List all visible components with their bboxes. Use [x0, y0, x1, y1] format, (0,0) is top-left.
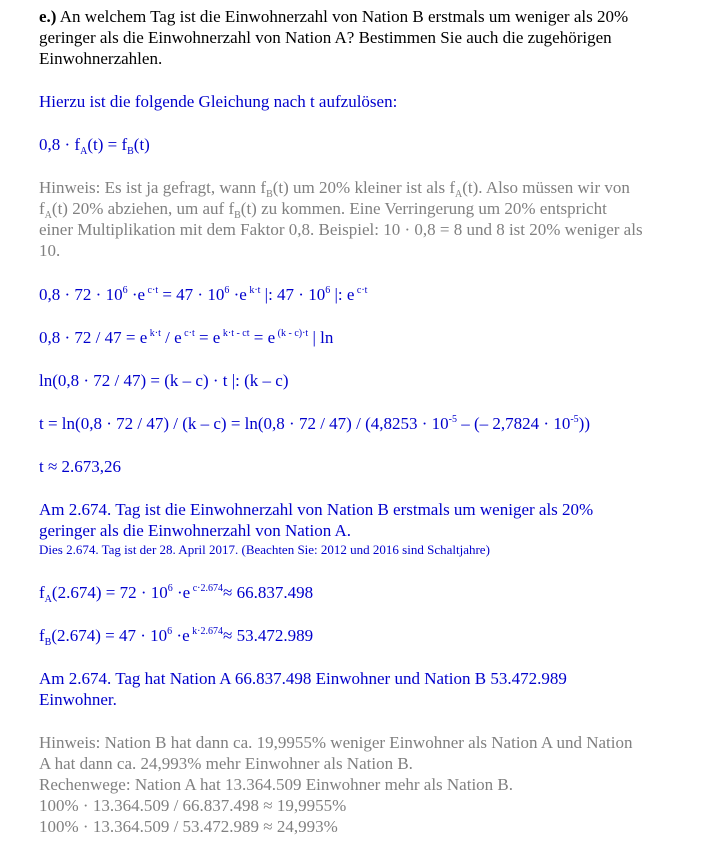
answer-2-line-2: Einwohner. — [39, 690, 117, 709]
hint-1-line-4: 10. — [39, 241, 61, 260]
answer-1-line-1: Am 2.674. Tag ist die Einwohnerzahl von Nation B erstmals um weniger als 20% — [39, 500, 594, 519]
hint-2-line-5: 100% · 13.364.509 / 53.472.989 ≈ 24,993% — [39, 817, 338, 836]
hint-2-line-1: Hinweis: Nation B hat dann ca. 19,9955% weniger Einwohner als Nation A und Nation — [39, 733, 633, 752]
question-line-1: e.) An welchem Tag ist die Einwohnerzahl von Nation B erstmals um weniger als 20% — [39, 7, 629, 26]
equation-1: $0,8 \cdot f_A(t) = f_B(t)$ — [39, 135, 150, 157]
question-line-2: geringer als die Einwohnerzahl von Nation A? Bestimmen Sie auch die zugehörigen — [39, 28, 612, 47]
intro-text: Hierzu ist die folgende Gleichung nach t aufzulösen: — [39, 92, 398, 111]
answer-1-note: Dies 2.674. Tag ist der 28. April 2017. (Beachten Sie: 2012 und 2016 sind Schaltjahre) — [39, 542, 490, 557]
step-2-equation: 0,8 · 72 / 47 = e $^{k\cdot t}$ / e $^{c\cdot t}$ = e $^{k\cdot t - ct}$ = e $^{(k - c)\cdot t}$ | ln — [39, 328, 334, 347]
step-1-equation: $0,8 \cdot 72 \cdot 10^6 \cdot e$ $^{c\cdot t} = 47 \cdot 10^6 \cdot e$ $^{k\cdot t}$ |: $47 \cdot 10^6$ |: e $^{c\cdot t}$ — [39, 285, 368, 304]
answer-2-line-1: Am 2.674. Tag hat Nation A 66.837.498 Einwohner und Nation B 53.472.989 — [39, 669, 567, 688]
hint-1-line-1: Hinweis: Es ist ja gefragt, wann $f_B(t)$ um 20% kleiner ist als $f_A(t)$. Also müssen wir von — [39, 178, 630, 200]
step-4-equation: $t = \ln(0,8 \cdot 72 / 47) / (k - c) = \ln(0,8 \cdot 72 / 47) / (4,8253 \cdot 10^{-5}$ – (– $2,7824 \cdot 10^{-5}$)) — [39, 414, 590, 433]
answer-1-line-2: geringer als die Einwohnerzahl von Nation A. — [39, 521, 352, 540]
hint-1-line-2: $f_A(t)$ 20% abziehen, um auf $f_B(t)$ zu kommen. Eine Verringerung um 20% entspricht — [39, 199, 607, 221]
fa-equation: $f_A(2.674) = 72 \cdot 10^6 \cdot e$ $^{c\cdot 2.674}$≈ 66.837.498 — [39, 583, 314, 605]
result-t: t ≈ 2.673,26 — [39, 457, 122, 476]
fb-equation: $f_B(2.674) = 47 \cdot 10^6 \cdot e$ $^{k\cdot 2.674}$≈ 53.472.989 — [39, 626, 314, 648]
hint-2-line-2: A hat dann ca. 24,993% mehr Einwohner als Nation B. — [39, 754, 413, 773]
hint-2-line-4: 100% · 13.364.509 / 66.837.498 ≈ 19,9955% — [39, 796, 347, 815]
question-label: e.) — [39, 7, 57, 26]
step-3-equation: ln(0,8 · 72 / 47) = (k – c) · t |: (k – c) — [39, 371, 289, 390]
question-line-3: Einwohnerzahlen. — [39, 49, 163, 68]
hint-2-line-3: Rechenwege: Nation A hat 13.364.509 Einwohner mehr als Nation B. — [39, 775, 514, 794]
hint-1-line-3: einer Multiplikation mit dem Faktor 0,8. Beispiel: 10 · 0,8 = 8 und 8 ist 20% weniger als — [39, 220, 643, 239]
